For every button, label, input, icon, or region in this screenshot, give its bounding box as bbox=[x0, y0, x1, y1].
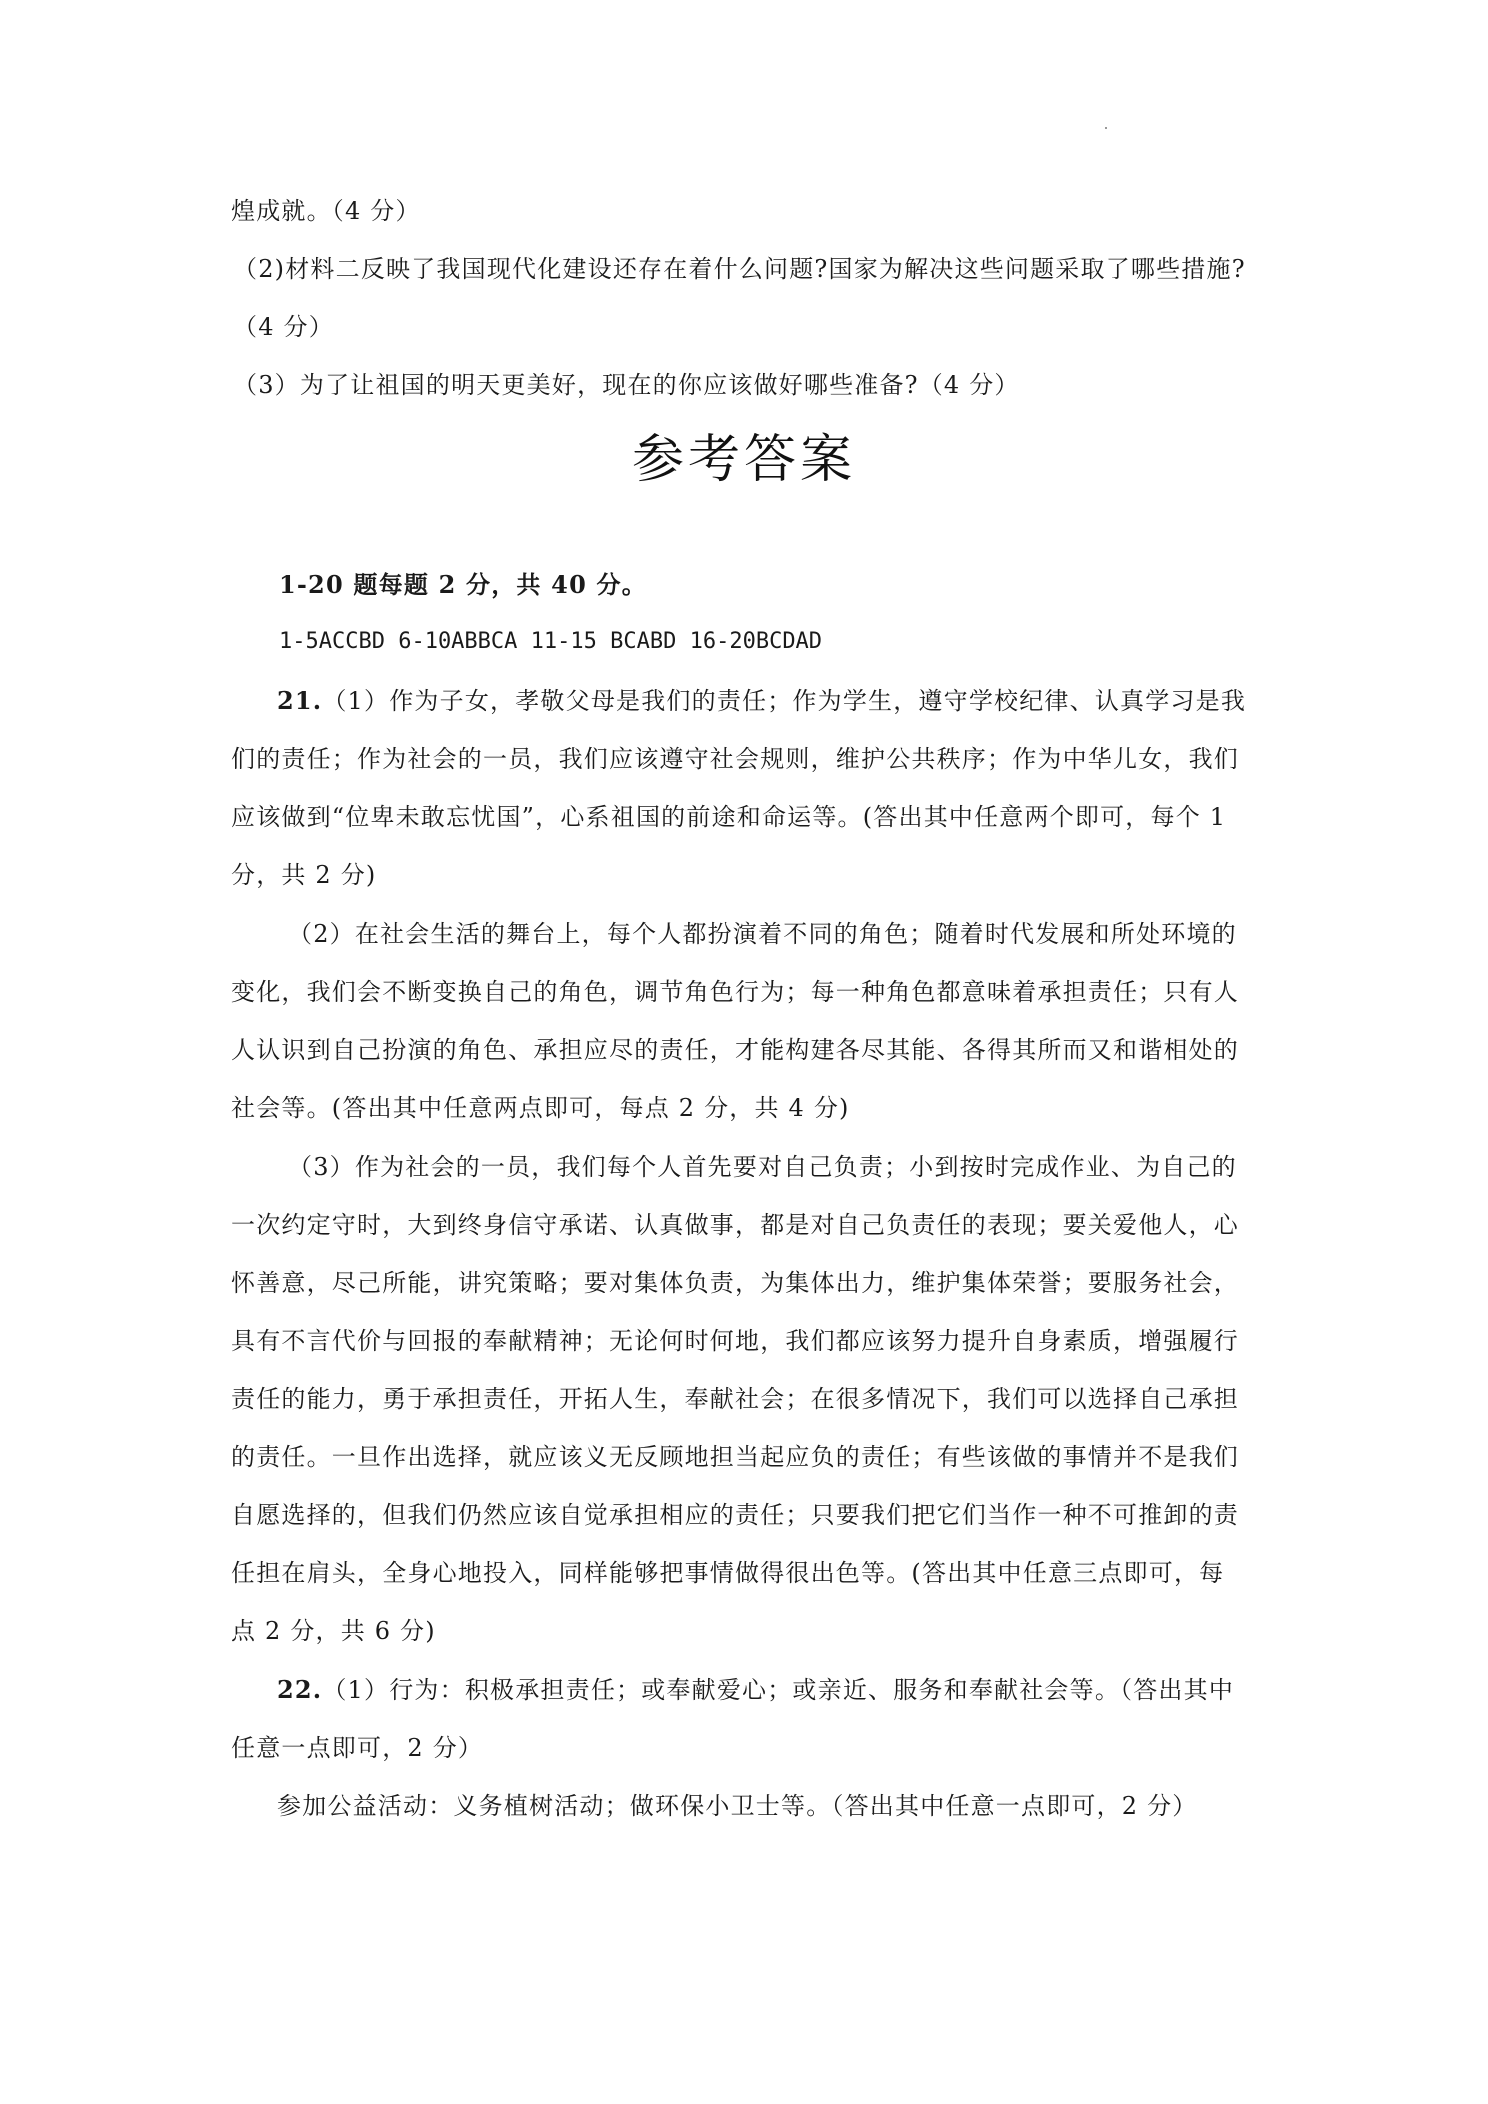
question-fragment-line: 煌成就。（4 分） bbox=[231, 197, 421, 225]
q21-part1-line4: 分，共 2 分) bbox=[231, 861, 377, 889]
q21-part2-line4: 社会等。(答出其中任意两点即可，每点 2 分，共 4 分) bbox=[231, 1094, 850, 1122]
q22-part1-line1 bbox=[277, 1675, 1271, 1705]
mc-section-header: 1-20 题每题 2 分，共 40 分。 bbox=[279, 570, 647, 599]
question-2-score: （4 分） bbox=[233, 313, 334, 341]
q21-part3-line4: 具有不言代价与回报的奉献精神；无论何时何地，我们都应该努力提升自身素质，增强履行 bbox=[231, 1327, 1239, 1355]
q21-part3-line8: 任担在肩头，全身心地投入，同样能够把事情做得很出色等。(答出其中任意三点即可，每 bbox=[231, 1559, 1225, 1587]
q22-number: 22. bbox=[277, 1675, 323, 1704]
q21-part3-line1: （3）作为社会的一员，我们每个人首先要对自己负责；小到按时完成作业、为自己的 bbox=[288, 1153, 1237, 1181]
q21-part1-line2: 们的责任；作为社会的一员，我们应该遵守社会规则，维护公共秩序；作为中华儿女，我们 bbox=[231, 745, 1239, 773]
q21-part3-line2: 一次约定守时，大到终身信守承诺、认真做事，都是对自己负责任的表现；要关爱他人，心 bbox=[231, 1211, 1239, 1239]
mc-answers: 1-5ACCBD 6-10ABBCA 11-15 BCABD 16-20BCDAD bbox=[279, 629, 823, 654]
q21-part3-line9: 点 2 分，共 6 分) bbox=[231, 1617, 436, 1645]
question-2-text: （2)材料二反映了我国现代化建设还存在着什么问题?国家为解决这些问题采取了哪些措施? bbox=[233, 255, 1246, 283]
q21-part2-line2: 变化，我们会不断变换自己的角色，调节角色行为；每一种角色都意味着承担责任；只有人 bbox=[231, 978, 1239, 1006]
q21-part3-line7: 自愿选择的，但我们仍然应该自觉承担相应的责任；只要我们把它们当作一种不可推卸的责 bbox=[231, 1501, 1239, 1529]
q21-part2-line3: 人认识到自己扮演的角色、承担应尽的责任，才能构建各尽其能、各得其所而又和谐相处的 bbox=[231, 1036, 1239, 1064]
q22-part1-text: （1）行为：积极承担责任；或奉献爱心；或亲近、服务和奉献社会等。（答出其中 bbox=[322, 1676, 1235, 1704]
scan-speck bbox=[1105, 127, 1107, 129]
q21-part3-line6: 的责任。一旦作出选择，就应该义无反顾地担当起应负的责任；有些该做的事情并不是我们 bbox=[231, 1443, 1239, 1471]
q21-part3-line3: 怀善意，尽己所能，讲究策略；要对集体负责，为集体出力，维护集体荣誉；要服务社会， bbox=[231, 1269, 1239, 1297]
q22-part1-line2: 任意一点即可，2 分） bbox=[231, 1734, 484, 1762]
answer-key-title: 参考答案 bbox=[631, 430, 856, 490]
q22-part2-line: 参加公益活动：义务植树活动；做环保小卫士等。（答出其中任意一点即可，2 分） bbox=[277, 1792, 1198, 1820]
q21-part1-line3: 应该做到“位卑未敢忘忧国”，心系祖国的前途和命运等。(答出其中任意两个即可，每个 1 bbox=[231, 803, 1227, 831]
q21-part1-line1 bbox=[277, 686, 1271, 716]
q21-part3-line5: 责任的能力，勇于承担责任，开拓人生，奉献社会；在很多情况下，我们可以选择自己承担 bbox=[231, 1385, 1239, 1413]
q21-part1-text: （1）作为子女，孝敬父母是我们的责任；作为学生，遵守学校纪律、认真学习是我 bbox=[322, 687, 1247, 715]
question-3-text: （3）为了让祖国的明天更美好，现在的你应该做好哪些准备?（4 分） bbox=[233, 371, 1020, 399]
q21-part2-line1: （2）在社会生活的舞台上，每个人都扮演着不同的角色；随着时代发展和所处环境的 bbox=[288, 920, 1237, 948]
q21-number: 21. bbox=[277, 686, 323, 715]
